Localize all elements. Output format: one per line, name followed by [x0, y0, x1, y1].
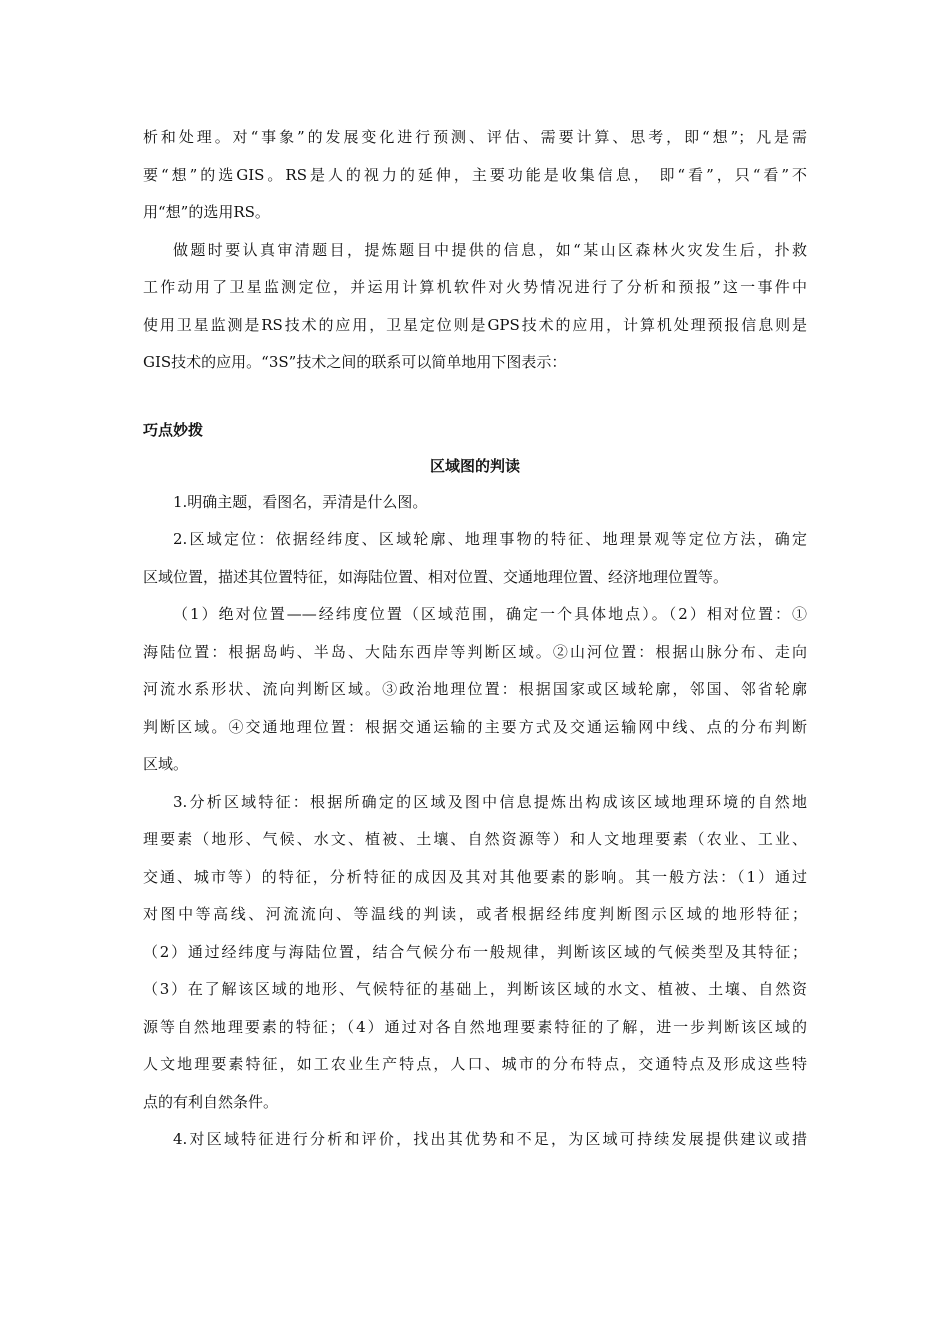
text-line: 对图中等高线、河流流向、等温线的判读，或者根据经纬度判断图示区域的地形特征； [143, 905, 807, 923]
text-line: 交通、城市等）的特征，分析特征的成因及其对其他要素的影响。其一般方法：（1）通过 [143, 867, 807, 886]
section-heading: 巧点妙拨 [143, 420, 204, 439]
text-line: 理要素（地形、气候、水文、植被、土壤、自然资源等）和人文地理要素（农业、工业、 [143, 830, 807, 848]
text-line: 河流水系形状、流向判断区域。③政治地理位置：根据国家或区域轮廓，邻国、邻省轮廓 [143, 680, 807, 698]
paragraph-3s-example [143, 232, 807, 382]
text-line: 工作动用了卫星监测定位，并运用计算机软件对火势情况进行了分析和预报”这一事件中 [143, 278, 807, 296]
document-page [143, 119, 807, 1159]
text-line: 源等自然地理要素的特征；（4）通过对各自然地理要素特征的了解，进一步判断该区域的 [143, 1017, 807, 1036]
spacer [143, 382, 807, 412]
text-line: 区域。 [143, 755, 189, 773]
text-line: 用“想”的选用RS。 [143, 203, 270, 221]
text-line: 要“想”的选GIS。RS是人的视力的延伸，主要功能是收集信息， 即“看”，只“看”不 [143, 165, 807, 184]
item-1 [143, 484, 807, 522]
text-line: 判断区域。④交通地理位置：根据交通运输的主要方式及交通运输网中线、点的分布判断 [143, 717, 807, 736]
item-2-sub [143, 596, 807, 784]
text-line: 4.对区域特征进行分析和评价，找出其优势和不足，为区域可持续发展提供建议或措 [173, 1130, 807, 1148]
text-line: 做题时要认真审清题目，提炼题目中提供的信息，如“某山区森林火灾发生后，扑救 [173, 240, 807, 259]
text-line: 人文地理要素特征，如工农业生产特点，人口、城市的分布特点，交通特点及形成这些特 [143, 1055, 807, 1073]
item-4 [143, 1121, 807, 1159]
text-line: （2）通过经纬度与海陆位置，结合气候分布一般规律，判断该区域的气候类型及其特征； [143, 942, 807, 961]
section-title: 区域图的判读 [429, 456, 520, 475]
item-2 [143, 521, 807, 596]
text-line: 3.分析区域特征：根据所确定的区域及图中信息提炼出构成该区域地理环境的自然地 [173, 792, 807, 811]
text-line: 2.区域定位：依据经纬度、区域轮廓、地理事物的特征、地理景观等定位方法，确定 [173, 530, 807, 548]
text-line: 点的有利自然条件。 [143, 1092, 279, 1111]
text-line: 析和处理。对“事象”的发展变化进行预测、评估、需要计算、思考，即“想”；凡是需 [143, 128, 807, 146]
text-line: 海陆位置：根据岛屿、半岛、大陆东西岸等判断区域。②山河位置：根据山脉分布、走向 [143, 642, 807, 661]
item-3 [143, 784, 807, 1122]
text-line: 1.明确主题，看图名，弄清是什么图。 [173, 492, 428, 511]
paragraph-gis-rs [143, 119, 807, 232]
text-line: （1）绝对位置——经纬度位置（区域范围，确定一个具体地点）。（2）相对位置：① [173, 605, 807, 623]
text-line: 使用卫星监测是RS技术的应用，卫星定位则是GPS技术的应用，计算机处理预报信息则是 [143, 315, 807, 334]
text-line: GIS技术的应用。“3S”技术之间的联系可以简单地用下图表示： [143, 353, 567, 371]
text-line: （3）在了解该区域的地形、气候特征的基础上，判断该区域的水文、植被、土壤、自然资 [143, 980, 807, 998]
text-line: 区域位置，描述其位置特征，如海陆位置、相对位置、交通地理位置、经济地理位置等。 [143, 567, 729, 586]
